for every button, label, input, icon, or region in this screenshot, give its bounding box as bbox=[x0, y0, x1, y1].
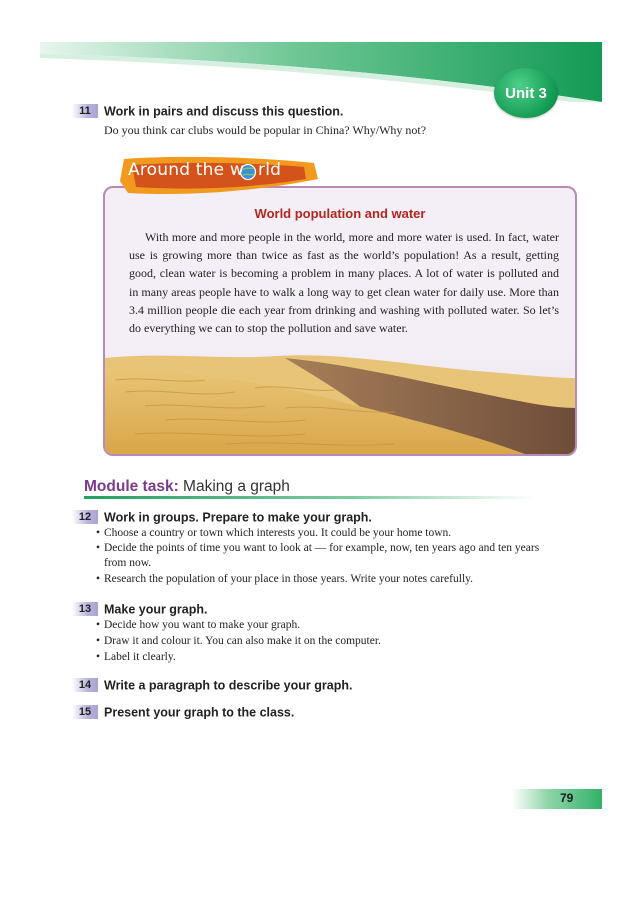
question-title: Work in pairs and discuss this question. bbox=[104, 104, 344, 119]
task-14 bbox=[72, 676, 352, 694]
box-title: World population and water bbox=[254, 206, 426, 221]
task-12 bbox=[72, 508, 372, 526]
module-task-title: Making a graph bbox=[183, 478, 290, 495]
module-task-heading bbox=[84, 478, 290, 496]
task-number: 15 bbox=[72, 705, 98, 719]
module-task-underline bbox=[84, 496, 534, 499]
task-15 bbox=[72, 703, 294, 721]
desert-image bbox=[105, 348, 575, 454]
task-12-bullet-1: • Choose a country or town which interests you. It could be your home town. bbox=[104, 526, 554, 541]
task-number: 13 bbox=[72, 602, 98, 616]
unit-badge: Unit 3 bbox=[494, 68, 558, 118]
question-11-text: Do you think car clubs would be popular in China? Why/Why not? bbox=[104, 123, 427, 137]
box-body: With more and more people in the world, more and more water is used. In fact, water use is growing more than twice as fast as the world’s population! As a result, getting good, clean water is becoming a problem in many places. A lot of water is polluted and in many areas people have to walk a long way to get clean water for daily use. More than 3.4 million people die each year from drinking and washing with polluted water. So let’s do everything we can to stop the pollution and save water. bbox=[129, 230, 559, 336]
module-task-label: Module task: bbox=[84, 478, 179, 495]
banner-title: Around the w rld bbox=[128, 160, 282, 180]
question-number: 11 bbox=[72, 104, 98, 118]
question-11 bbox=[72, 102, 343, 120]
around-the-world-box bbox=[103, 186, 577, 456]
task-title: Work in groups. Prepare to make your graph. bbox=[104, 510, 372, 525]
task-number: 12 bbox=[72, 510, 98, 524]
task-13 bbox=[72, 600, 208, 618]
task-13-bullet-1: • Decide how you want to make your graph. bbox=[104, 618, 554, 633]
task-title: Write a paragraph to describe your graph. bbox=[104, 678, 353, 693]
task-13-bullet-2: • Draw it and colour it. You can also make it on the computer. bbox=[104, 634, 554, 649]
task-number: 14 bbox=[72, 678, 98, 692]
task-12-bullet-2: • Decide the points of time you want to look at — for example, now, ten years ago and ten years from now. bbox=[104, 541, 554, 571]
task-title: Present your graph to the class. bbox=[104, 705, 295, 720]
task-12-bullet-3: • Research the population of your place in those years. Write your notes carefully. bbox=[104, 572, 554, 587]
page-number: 79 bbox=[560, 791, 574, 805]
page-number-bar bbox=[512, 789, 602, 809]
task-title: Make your graph. bbox=[104, 602, 208, 617]
task-13-bullet-3: • Label it clearly. bbox=[104, 650, 554, 665]
